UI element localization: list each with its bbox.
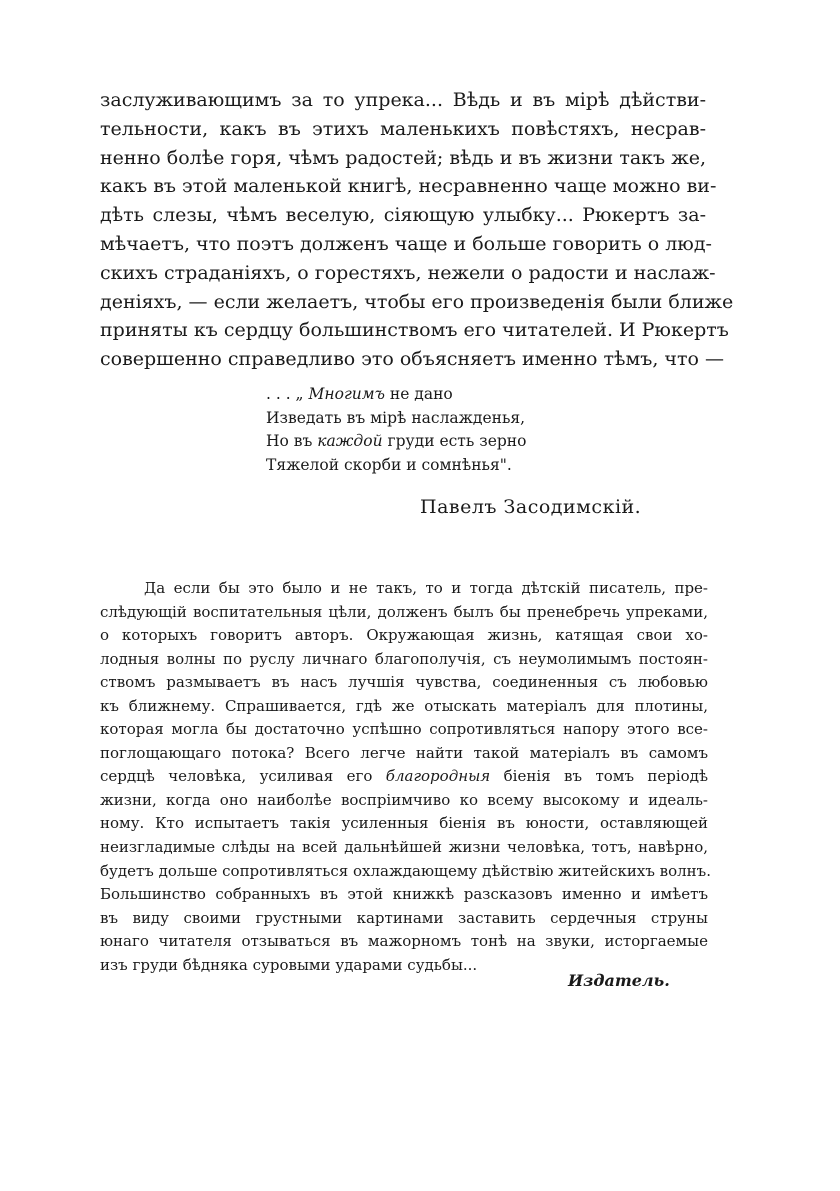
verse-line: Но въ каждой груди есть зерно [266,432,527,451]
text-line: ному. Кто испытаетъ такія усиленныя біенія въ юности, оставляющей [100,814,708,833]
text-line: слѣдующій воспитательныя цѣли, долженъ былъ бы пренебречь упреками, [100,602,708,621]
text-line: тельности, какъ въ этихъ маленькихъ повѣстяхъ, несрав- [100,117,706,140]
text-line: заслуживающимъ за то упрека... Вѣдь и въ мірѣ дѣйстви- [100,89,706,111]
text-line: жизни, когда оно наиболѣе воспріимчиво ко всему высокому и идеаль- [100,790,708,809]
text-line: мѣчаетъ, что поэтъ долженъ чаще и больше говорить о люд- [100,232,712,255]
verse-line: Тяжелой скорби и сомнѣнья". [266,455,512,474]
verse-line: Изведать въ мірѣ наслажденья, [266,408,526,427]
verse-quote [266,383,586,477]
text-line: сердцѣ человѣка, усиливая его благородныя біенія въ томъ періодѣ [100,767,708,786]
text-line: ствомъ размываетъ въ насъ лучшія чувства, соединенныя съ любовью [100,673,708,692]
text-line: поглощающаго потока? Всего легче найти такой матеріалъ въ самомъ [100,743,708,762]
text-line: ненно болѣе горя, чѣмъ радостей; вѣдь и въ жизни такъ же, [100,146,706,169]
text-line: совершенно справедливо это объясняетъ именно тѣмъ, что — [100,348,724,371]
publisher-signature: Издатель. [568,971,670,990]
text-line: скихъ страданіяхъ, о горестяхъ, нежели о радости и наслаж- [100,261,716,284]
text-line: о которыхъ говоритъ авторъ. Окружающая жизнь, катящая свои хо- [100,626,708,645]
text-line: приняты къ сердцу большинствомъ его читателей. И Рюкертъ [100,319,729,342]
text-line: юнаго читателя отзываться въ мажорномъ тонѣ на звуки, исторгаемые [100,932,708,951]
quoted-paragraph [100,86,734,374]
publisher-note [100,577,711,977]
text-line: лодныя волны по руслу личнаго благополучія, съ неумолимымъ постоян- [100,649,708,668]
text-line: къ ближнему. Спрашивается, гдѣ же отыскать матеріалъ для плотины, [100,696,708,715]
text-line: которая могла бы достаточно успѣшно сопротивляться напору этого все- [100,720,708,739]
verse-line: . . . „ Многимъ не дано [266,385,453,403]
text-line: Большинство собранныхъ въ этой книжкѣ разсказовъ именно и имѣетъ [100,885,708,904]
text-line: будетъ дольше сопротивляться охлаждающему дѣйствію житейскихъ волнъ. [100,861,711,880]
text-line: изъ груди бѣдняка суровыми ударами судьбы... [100,955,478,974]
text-line: какъ въ этой маленькой книгѣ, несравненно чаще можно ви- [100,175,717,198]
text-line: дѣть слезы, чѣмъ веселую, сіяющую улыбку... Рюкертъ за- [100,204,706,227]
text-line: въ виду своими грустными картинами заставить сердечныя струны [100,908,708,927]
text-line: деніяхъ, — если желаетъ, чтобы его произведенія были ближе [100,290,734,313]
text-line: Да если бы это было и не такъ, то и тогда дѣтскій писатель, пре- [144,579,708,597]
author-signature: Павелъ Засодимскій. [420,496,642,518]
text-line: неизгладимые слѣды на всей дальнѣйшей жизни человѣка, тотъ, навѣрно, [100,838,708,857]
